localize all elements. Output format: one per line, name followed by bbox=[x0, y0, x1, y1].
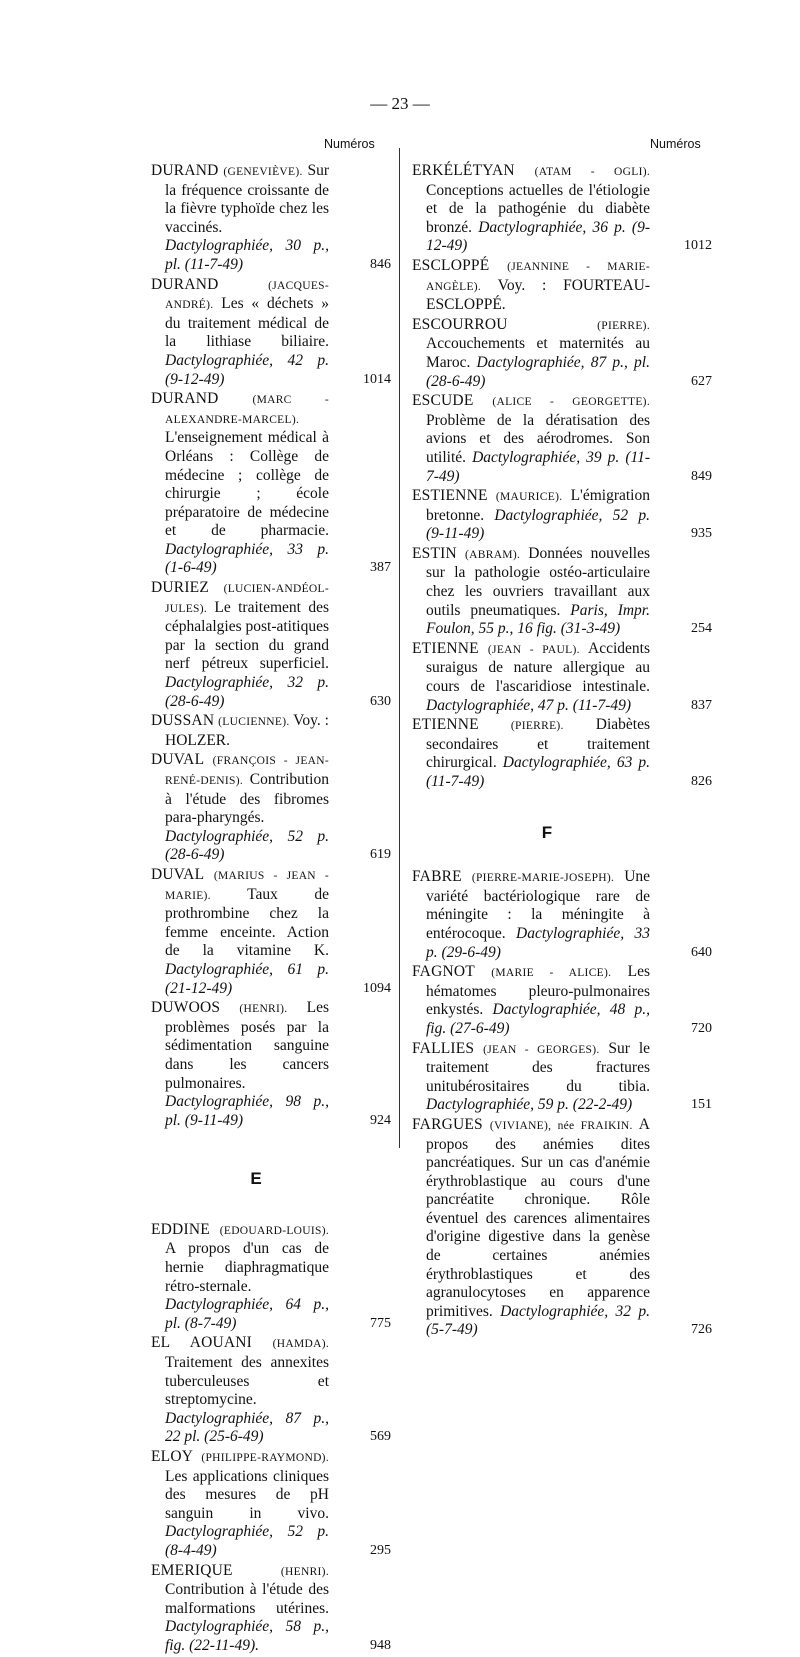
entry-number: 630 bbox=[370, 693, 391, 709]
thesis-title: Accouchements et maternités au Maroc. bbox=[426, 335, 650, 371]
entry-number: 295 bbox=[370, 1542, 391, 1558]
author-given-names: (ABRAM). bbox=[465, 548, 521, 561]
author-given-names: (VIVIANE), née FRAIKIN. bbox=[489, 1119, 633, 1132]
author-surname: FALLIES bbox=[412, 1039, 475, 1057]
publication-details: Dactylographiée, 98 p., pl. (9-11-49) bbox=[165, 1093, 329, 1129]
column-header-left: Numéros bbox=[324, 137, 375, 151]
author-surname: FABRE bbox=[412, 868, 462, 886]
publication-details: Dactylographiée, 42 p. (9-12-49) bbox=[165, 351, 329, 388]
entry-number: 726 bbox=[691, 1322, 712, 1338]
thesis-title: A propos des anémies dites pancréatiques. Sur un cas d'anémie érythroblastique au cours d'une pancréatite chronique. Rôle éventuel des carences alimentaires d'origine digestive dans la genèse de certaines anémies érythroblastiques et des agranulocytoses en apparence primitives. bbox=[426, 1115, 650, 1320]
publication-details: Dactylographiée, 33 p. (1-6-49) bbox=[165, 540, 329, 577]
thesis-title: Accidents suraigus de nature allergique au cours de l'ascaridiose intestinale. bbox=[426, 639, 650, 696]
thesis-title: Voy. : FOURTEAU-ESCLOPPÉ. bbox=[426, 276, 650, 314]
entry-number: 846 bbox=[370, 256, 391, 272]
thesis-title: L'enseignement médical à Orléans : Collège de médecine ; collège de chirurgie ; école préparatoire de médecine et de pharmacie. bbox=[165, 429, 329, 540]
author-surname: ESCOURROU bbox=[412, 315, 508, 333]
bibliography-entry bbox=[412, 545, 712, 639]
entry-number: 924 bbox=[370, 1112, 391, 1128]
bibliography-entry bbox=[412, 963, 712, 1038]
publication-details: Dactylographiée, 47 p. (11-7-49) bbox=[426, 696, 632, 714]
author-surname: FARGUES bbox=[412, 1115, 483, 1133]
author-surname: DUSSAN bbox=[151, 712, 215, 730]
entry-number: 627 bbox=[691, 373, 712, 389]
publication-details: Dactylographiée, 63 p. (11-7-49) bbox=[426, 754, 650, 790]
author-given-names: (HENRI). bbox=[239, 1003, 288, 1016]
bibliography-entry bbox=[151, 712, 391, 750]
author-surname: ESCLOPPÉ bbox=[412, 256, 490, 274]
entry-number: 1094 bbox=[363, 980, 391, 996]
publication-details: Dactylographiée, 52 p. (9-11-49) bbox=[426, 506, 651, 543]
publication-details: Dactylographiée, 58 p., fig. (22-11-49). bbox=[165, 1618, 329, 1654]
author-given-names: (ALICE - GEORGETTE). bbox=[492, 396, 650, 409]
publication-details: Dactylographiée, 32 p. (28-6-49) bbox=[165, 674, 329, 710]
entry-number: 935 bbox=[691, 526, 712, 542]
thesis-title: Conceptions actuelles de l'étiologie et de la pathogénie du diabète bronzé. bbox=[426, 181, 650, 236]
author-surname: DUWOOS bbox=[151, 999, 221, 1017]
bibliography-entry bbox=[412, 257, 712, 315]
bibliography-entry bbox=[151, 1334, 391, 1447]
entry-number: 720 bbox=[691, 1020, 712, 1036]
author-given-names: (PIERRE). bbox=[597, 319, 650, 332]
thesis-title: Une variété bactériologique rare de méningite : la méningite à entérocoque. bbox=[426, 868, 651, 942]
thesis-title: Voy. : HOLZER. bbox=[165, 712, 329, 749]
publication-details: Dactylographiée, 52 p. (8-4-49) bbox=[165, 1523, 329, 1559]
entries-e-continued-group bbox=[412, 162, 712, 792]
entry-number: 948 bbox=[370, 1637, 391, 1653]
bibliography-entry bbox=[412, 162, 712, 256]
author-surname: DURAND bbox=[151, 162, 219, 179]
entry-number: 826 bbox=[691, 774, 712, 789]
bibliography-entry bbox=[151, 1448, 391, 1561]
bibliography-entry bbox=[151, 1221, 391, 1334]
bibliography-entry bbox=[412, 640, 712, 715]
thesis-title: L'émigration bretonne. bbox=[426, 487, 650, 524]
entries-d-group bbox=[151, 162, 391, 1130]
thesis-title: Contribution à l'étude des fibromes para-pharyngés. bbox=[165, 771, 329, 827]
author-surname: EMERIQUE bbox=[151, 1561, 233, 1579]
thesis-title: Les hématomes pleuro-pulmonaires enkystés. bbox=[426, 963, 650, 1019]
bibliography-entry bbox=[151, 999, 391, 1130]
author-given-names: (JEAN - PAUL). bbox=[487, 643, 580, 656]
bibliography-entry bbox=[412, 716, 712, 791]
bibliography-entry bbox=[412, 487, 712, 544]
author-surname: DURAND bbox=[151, 390, 219, 408]
left-column bbox=[151, 162, 391, 1657]
entry-number: 849 bbox=[691, 468, 712, 484]
entry-number: 619 bbox=[370, 847, 391, 863]
bibliography-entry bbox=[151, 751, 391, 865]
author-surname: EL AOUANI bbox=[151, 1334, 253, 1352]
thesis-title: Traitement des annexites tuberculeuses et streptomycine. bbox=[165, 1354, 329, 1409]
thesis-title: Données nouvelles sur la pathologie ostéo-articulaire chez les ouvriers travaillant aux outils pneumatiques. bbox=[426, 544, 651, 619]
publication-details: Paris, Impr. Foulon, 55 p., 16 fig. (31-3-49) bbox=[426, 601, 650, 638]
author-given-names: (JEANNINE - MARIE-ANGÈLE). bbox=[426, 260, 650, 293]
thesis-title: A propos d'un cas de hernie diaphragmatique rétro-sternale. bbox=[165, 1240, 329, 1295]
author-given-names: (HENRI). bbox=[280, 1565, 329, 1578]
publication-details: Dactylographiée, 52 p. (28-6-49) bbox=[165, 827, 329, 864]
entry-number: 1012 bbox=[684, 238, 712, 254]
author-given-names: (GENEVIÈVE). bbox=[223, 166, 303, 178]
publication-details: Dactylographiée, 61 p. (21-12-49) bbox=[165, 960, 329, 997]
thesis-title: Sur la fréquence croissante de la fièvre typhoïde chez les vaccinés. bbox=[165, 162, 330, 236]
bibliography-entry bbox=[412, 1116, 712, 1340]
column-header-right: Numéros bbox=[650, 137, 701, 151]
right-column bbox=[412, 162, 712, 1341]
author-given-names: (ATAM - OGLI). bbox=[534, 166, 650, 178]
publication-details: Dactylographiée, 87 p., pl. (28-6-49) bbox=[426, 353, 650, 390]
bibliography-entry bbox=[151, 866, 391, 998]
author-surname: ETIENNE bbox=[412, 716, 479, 734]
entry-number: 569 bbox=[370, 1429, 391, 1445]
author-given-names: (HAMDA). bbox=[272, 1338, 330, 1351]
thesis-title: Taux de prothrombine chez la femme enceinte. Action de la vitamine K. bbox=[165, 885, 329, 960]
author-given-names: (MARC - ALEXANDRE-MARCEL). bbox=[165, 394, 329, 426]
bibliography-entry bbox=[412, 868, 712, 962]
publication-details: Dactylographiée, 32 p. (5-7-49) bbox=[426, 1302, 651, 1339]
column-divider bbox=[399, 148, 400, 1148]
author-surname: FAGNOT bbox=[412, 963, 475, 981]
author-given-names: (MAURICE). bbox=[495, 491, 563, 504]
author-given-names: (MARIE - ALICE). bbox=[491, 967, 612, 980]
entry-number: 387 bbox=[370, 560, 391, 576]
entry-number: 1014 bbox=[363, 371, 391, 387]
author-given-names: (PHILIPPE-RAYMOND). bbox=[201, 1452, 329, 1464]
thesis-title: Contribution à l'étude des malformations utérines. bbox=[165, 1581, 329, 1617]
page-number: — 23 — bbox=[370, 94, 430, 113]
publication-details: Dactylographiée, 39 p. (11-7-49) bbox=[426, 448, 650, 485]
publication-details: Dactylographiée, 30 p., pl. (11-7-49) bbox=[165, 237, 329, 273]
thesis-title: Le traitement des céphalalgies post-atitiques par la section du grand nerf pétreux superficiel. bbox=[165, 598, 329, 673]
thesis-title: Les « déchets » du traitement médical de la lithiase biliaire. bbox=[165, 295, 330, 351]
entry-number: 775 bbox=[370, 1315, 391, 1331]
author-given-names: (LUCIEN-ANDÉOL-JULES). bbox=[165, 583, 329, 615]
author-surname: DURIEZ bbox=[151, 579, 210, 597]
publication-details: Dactylographiée, 33 p. (29-6-49) bbox=[426, 924, 650, 961]
publication-details: Dactylographiée, 64 p., pl. (8-7-49) bbox=[165, 1296, 329, 1332]
bibliography-entry bbox=[151, 579, 391, 711]
entry-number: 254 bbox=[691, 621, 712, 637]
thesis-title: Diabètes secondaires et traitement chirurgical. bbox=[426, 716, 651, 772]
author-surname: DUVAL bbox=[151, 751, 205, 769]
bibliography-entry bbox=[412, 316, 712, 391]
thesis-title: Les problèmes posés par la sédimentation sanguine dans les cancers pulmonaires. bbox=[165, 999, 330, 1092]
bibliography-entry bbox=[151, 162, 391, 275]
author-surname: ESCUDE bbox=[412, 392, 474, 410]
author-given-names: (PIERRE). bbox=[510, 720, 564, 733]
author-given-names: (JACQUES-ANDRÉ). bbox=[165, 279, 329, 312]
bibliography-entry bbox=[151, 1562, 391, 1656]
entry-number: 640 bbox=[691, 944, 712, 960]
author-surname: DUVAL bbox=[151, 865, 205, 883]
publication-details: Dactylographiée, 36 p. (9-12-49) bbox=[426, 218, 650, 255]
entries-e-group bbox=[151, 1221, 391, 1656]
author-given-names: (LUCIENNE). bbox=[218, 716, 290, 729]
bibliography-entry bbox=[412, 1040, 712, 1115]
author-given-names: (MARIUS - JEAN - MARIE). bbox=[165, 869, 329, 902]
publication-details: Dactylographiée, 59 p. (22-2-49) bbox=[426, 1096, 633, 1114]
bibliography-entry bbox=[151, 390, 391, 578]
bibliography-entry bbox=[151, 276, 391, 390]
author-surname: ESTIENNE bbox=[412, 487, 488, 505]
section-letter-e: E bbox=[250, 1169, 262, 1189]
author-given-names: (JEAN - GEORGES). bbox=[483, 1043, 600, 1056]
entry-number: 151 bbox=[691, 1097, 712, 1113]
entry-number: 837 bbox=[691, 697, 712, 713]
entries-f-group bbox=[412, 868, 712, 1340]
author-surname: DURAND bbox=[151, 275, 219, 293]
author-surname: ERKÉLÉTYAN bbox=[412, 162, 515, 179]
thesis-title: Problème de la dératisation des avions et des aérodromes. Son utilité. bbox=[426, 411, 650, 466]
author-surname: ELOY bbox=[151, 1448, 194, 1465]
author-surname: ETIENNE bbox=[412, 639, 479, 657]
author-surname: ESTIN bbox=[412, 544, 457, 562]
bibliography-entry bbox=[412, 392, 712, 486]
publication-details: Dactylographiée, 87 p., 22 pl. (25-6-49) bbox=[165, 1409, 329, 1446]
publication-details: Dactylographiée, 48 p., fig. (27-6-49) bbox=[426, 1001, 650, 1037]
section-letter-f: F bbox=[541, 822, 553, 842]
author-given-names: (PIERRE-MARIE-JOSEPH). bbox=[471, 872, 615, 885]
thesis-title: Sur le traitement des fractures unitubérositaires du tibia. bbox=[426, 1039, 651, 1095]
thesis-title: Les applications cliniques des mesures de pH sanguin in vivo. bbox=[165, 1467, 329, 1522]
author-given-names: (EDOUARD-LOUIS). bbox=[219, 1224, 329, 1237]
author-surname: EDDINE bbox=[151, 1220, 210, 1238]
author-given-names: (FRANÇOIS - JEAN-RENÉ-DENIS). bbox=[165, 755, 329, 787]
